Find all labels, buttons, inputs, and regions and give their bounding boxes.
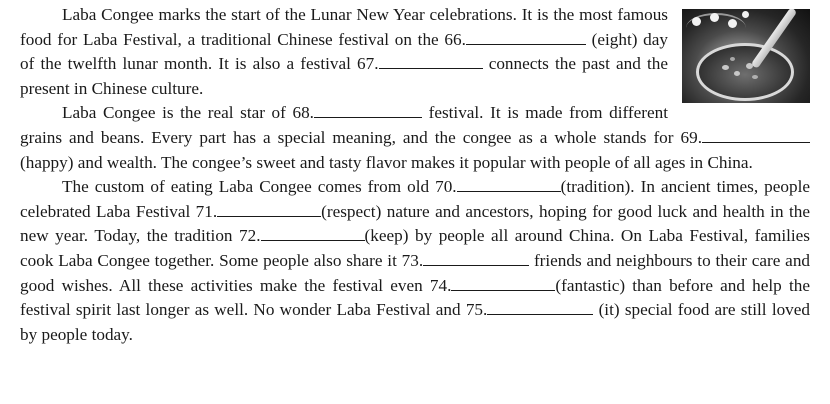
- answer-blank[interactable]: [379, 52, 483, 69]
- passage-text: (it) special food are still loved by people today.: [20, 300, 811, 344]
- answer-blank[interactable]: [702, 126, 810, 143]
- answer-blank[interactable]: [261, 224, 365, 241]
- passage-text: Laba Congee is the real star of 68.: [62, 103, 314, 123]
- answer-blank[interactable]: [451, 274, 555, 291]
- passage-text: (eight) day of the twelfth lunar month. It is also a festival 67.: [20, 29, 668, 74]
- paragraph-2: [20, 101, 810, 175]
- laba-congee-photo: [682, 9, 810, 103]
- passage: [20, 3, 810, 347]
- answer-blank[interactable]: [466, 28, 586, 45]
- paragraph-3: [20, 175, 810, 347]
- answer-blank[interactable]: [217, 200, 321, 217]
- answer-blank[interactable]: [487, 298, 593, 315]
- passage-text: (tradition). In ancient times, people celebrated Laba Festival 71.: [20, 177, 810, 221]
- passage-text: friends and neighbours to their care and good wishes. All these activities make the festival even 74.: [20, 250, 811, 295]
- passage-text: (respect) nature and ancestors, hoping for good luck and health in the new year. Today, the tradition 72.: [20, 201, 810, 246]
- passage-text: festival. It is made from different grains and beans. Every part has a special meaning, and the congee as a whole stands for 69.: [20, 103, 702, 147]
- passage-text: connects the past and the present in Chinese culture.: [20, 54, 668, 98]
- passage-text: (happy) and wealth. The congee’s sweet and tasty flavor makes it popular with people of all ages in China.: [20, 152, 753, 172]
- answer-blank[interactable]: [457, 175, 561, 192]
- answer-blank[interactable]: [314, 101, 422, 118]
- passage-text: Laba Congee marks the start of the Lunar New Year celebrations. It is the most famous food for Laba Festival, a traditional Chinese festival on the 66.: [20, 5, 668, 49]
- passage-text: The custom of eating Laba Congee comes from old 70.: [62, 177, 457, 197]
- passage-text: (fantastic) than before and help the festival spirit last longer as well. No wonder Laba Festival and 75.: [20, 275, 810, 320]
- answer-blank[interactable]: [423, 249, 529, 266]
- passage-text: (keep) by people all around China. On Laba Festival, families cook Laba Congee together. Some people also share it 73.: [20, 226, 810, 270]
